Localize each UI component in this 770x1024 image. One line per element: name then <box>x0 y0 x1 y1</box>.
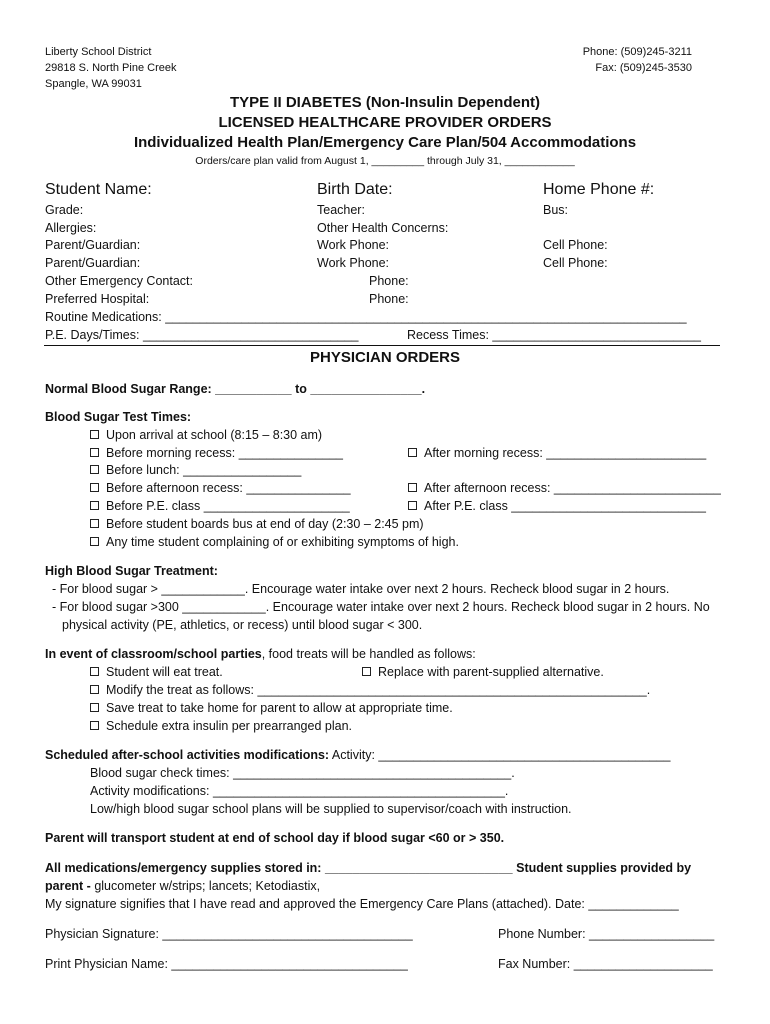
checkbox[interactable] <box>362 667 371 676</box>
supplies-line2 <box>45 879 320 893</box>
test-option-morning-recess-label: Before morning recess: _______________ <box>106 446 343 460</box>
party-option-eat-label: Student will eat treat. <box>106 665 223 679</box>
test-option-after-afternoon-recess[interactable] <box>408 481 721 495</box>
afterschool-heading <box>45 748 670 762</box>
hospital-phone-label: Phone: <box>369 292 409 306</box>
checkbox[interactable] <box>90 667 99 676</box>
checkbox[interactable] <box>408 483 417 492</box>
checkbox[interactable] <box>90 483 99 492</box>
physician-fax-line: Fax Number: ____________________ <box>498 957 713 971</box>
student-name-label: Student Name: <box>45 181 152 198</box>
checkbox[interactable] <box>90 430 99 439</box>
work-phone2-label: Work Phone: <box>317 256 390 270</box>
test-option-lunch-label: Before lunch: _________________ <box>106 463 302 477</box>
afterschool-activity-line: Activity: __________________________________________ <box>329 748 671 762</box>
party-option-modify[interactable] <box>90 683 650 697</box>
form-title-line1: TYPE II DIABETES (Non-Insulin Dependent) <box>229 94 540 111</box>
test-option-symptoms[interactable] <box>90 535 459 549</box>
grade-label: Grade: <box>45 203 84 217</box>
test-option-after-afternoon-recess-label: After afternoon recess: ________________________ <box>424 481 721 495</box>
physician-phone-line: Phone Number: __________________ <box>498 927 715 941</box>
high-sugar-heading: High Blood Sugar Treatment: <box>45 564 218 578</box>
party-option-eat[interactable] <box>90 665 223 679</box>
district-address-city: Spangle, WA 99031 <box>45 78 142 90</box>
transport-note: Parent will transport student at end of school day if blood sugar <60 or > 350. <box>45 831 505 845</box>
checkbox[interactable] <box>408 448 417 457</box>
test-option-after-pe-label: After P.E. class ____________________________ <box>424 499 706 513</box>
party-option-replace[interactable] <box>362 665 604 679</box>
party-option-replace-label: Replace with parent-supplied alternative. <box>378 665 604 679</box>
afterschool-modifications: Activity modifications: __________________________________________. <box>90 784 509 798</box>
test-option-pe[interactable] <box>90 499 350 513</box>
party-option-insulin[interactable] <box>90 719 352 733</box>
checkbox[interactable] <box>90 501 99 510</box>
district-fax: Fax: (509)245-3530 <box>595 62 692 74</box>
test-option-bus[interactable] <box>90 517 424 531</box>
test-option-arrival[interactable] <box>90 428 322 442</box>
emergency-phone-label: Phone: <box>369 274 409 288</box>
work-phone1-label: Work Phone: <box>317 238 390 252</box>
section-divider <box>44 345 720 346</box>
form-title-line2: LICENSED HEALTHCARE PROVIDER ORDERS <box>218 114 552 131</box>
high-sugar-line2: - For blood sugar >300 ____________. Encourage water intake over next 2 hours. Recheck blood sugar in 2 hours. No <box>52 600 710 614</box>
blood-sugar-range-line: Normal Blood Sugar Range: ___________ to ________________. <box>45 382 426 396</box>
checkbox[interactable] <box>90 685 99 694</box>
checkbox[interactable] <box>90 721 99 730</box>
other-health-label: Other Health Concerns: <box>317 221 449 235</box>
test-option-pe-label: Before P.E. class _____________________ <box>106 499 350 513</box>
checkbox[interactable] <box>90 519 99 528</box>
allergies-label: Allergies: <box>45 221 97 235</box>
recess-times-line: Recess Times: ______________________________ <box>407 328 701 342</box>
checkbox[interactable] <box>90 448 99 457</box>
party-option-modify-label: Modify the treat as follows: ________________________________________________________. <box>106 683 651 697</box>
district-address-street: 29818 S. North Pine Creek <box>45 62 177 74</box>
parent1-label: Parent/Guardian: <box>45 238 141 252</box>
test-option-after-pe[interactable] <box>408 499 706 513</box>
test-option-bus-label: Before student boards bus at end of day (2:30 – 2:45 pm) <box>106 517 424 531</box>
routine-medications-line: Routine Medications: ___________________________________________________________________________ <box>45 310 687 324</box>
checkbox[interactable] <box>408 501 417 510</box>
validity-line: Orders/care plan valid from August 1, _________ through July 31, ____________ <box>195 155 575 167</box>
supplies-line2-rest: glucometer w/strips; lancets; Ketodiastix, <box>90 879 321 893</box>
test-option-after-morning-recess-label: After morning recess: _______________________ <box>424 446 707 460</box>
party-option-save[interactable] <box>90 701 453 715</box>
parent2-label: Parent/Guardian: <box>45 256 141 270</box>
cell-phone2-label: Cell Phone: <box>543 256 608 270</box>
print-physician-name-line: Print Physician Name: __________________________________ <box>45 957 408 971</box>
pe-times-line: P.E. Days/Times: _______________________________ <box>45 328 359 342</box>
emergency-contact-label: Other Emergency Contact: <box>45 274 193 288</box>
physician-signature-line: Physician Signature: ____________________________________ <box>45 927 413 941</box>
test-option-morning-recess[interactable] <box>90 446 343 460</box>
birth-date-label: Birth Date: <box>317 181 393 198</box>
physician-orders-title: PHYSICIAN ORDERS <box>309 349 461 366</box>
supplies-line2-bold: parent - <box>45 879 91 893</box>
checkbox[interactable] <box>90 703 99 712</box>
district-name: Liberty School District <box>45 46 152 58</box>
checkbox[interactable] <box>90 465 99 474</box>
high-sugar-line1: - For blood sugar > ____________. Encourage water intake over next 2 hours. Recheck blood sugar in 2 hours. <box>52 582 670 596</box>
cell-phone1-label: Cell Phone: <box>543 238 608 252</box>
party-option-save-label: Save treat to take home for parent to allow at appropriate time. <box>106 701 453 715</box>
parties-heading-bold: In event of classroom/school parties <box>45 647 262 661</box>
high-sugar-line3: physical activity (PE, athletics, or recess) until blood sugar < 300. <box>62 618 423 632</box>
parties-heading <box>45 647 476 661</box>
afterschool-plans-note: Low/high blood sugar school plans will be supplied to supervisor/coach with instruction. <box>90 802 572 816</box>
test-option-symptoms-label: Any time student complaining of or exhibiting symptoms of high. <box>106 535 459 549</box>
district-phone: Phone: (509)245-3211 <box>582 46 692 58</box>
form-title-line3: Individualized Health Plan/Emergency Care Plan/504 Accommodations <box>133 134 637 151</box>
parties-heading-rest: , food treats will be handled as follows: <box>261 647 476 661</box>
test-option-afternoon-recess[interactable] <box>90 481 351 495</box>
test-times-heading: Blood Sugar Test Times: <box>45 410 192 424</box>
test-option-after-morning-recess[interactable] <box>408 446 706 460</box>
supplies-line1: All medications/emergency supplies stored in: ___________________________ Student supplies provided by <box>45 861 692 875</box>
test-option-arrival-label: Upon arrival at school (8:15 – 8:30 am) <box>106 428 323 442</box>
test-option-lunch[interactable] <box>90 463 301 477</box>
test-option-afternoon-recess-label: Before afternoon recess: _______________ <box>106 481 351 495</box>
afterschool-check-times: Blood sugar check times: ________________________________________. <box>90 766 515 780</box>
home-phone-label: Home Phone #: <box>543 181 655 198</box>
afterschool-heading-bold: Scheduled after-school activities modifications: <box>45 748 330 762</box>
bus-label: Bus: <box>543 203 569 217</box>
party-option-insulin-label: Schedule extra insulin per prearranged plan. <box>106 719 352 733</box>
teacher-label: Teacher: <box>317 203 365 217</box>
checkbox[interactable] <box>90 537 99 546</box>
signature-statement: My signature signifies that I have read and approved the Emergency Care Plans (attached). Date: _____________ <box>45 897 679 911</box>
hospital-label: Preferred Hospital: <box>45 292 150 306</box>
